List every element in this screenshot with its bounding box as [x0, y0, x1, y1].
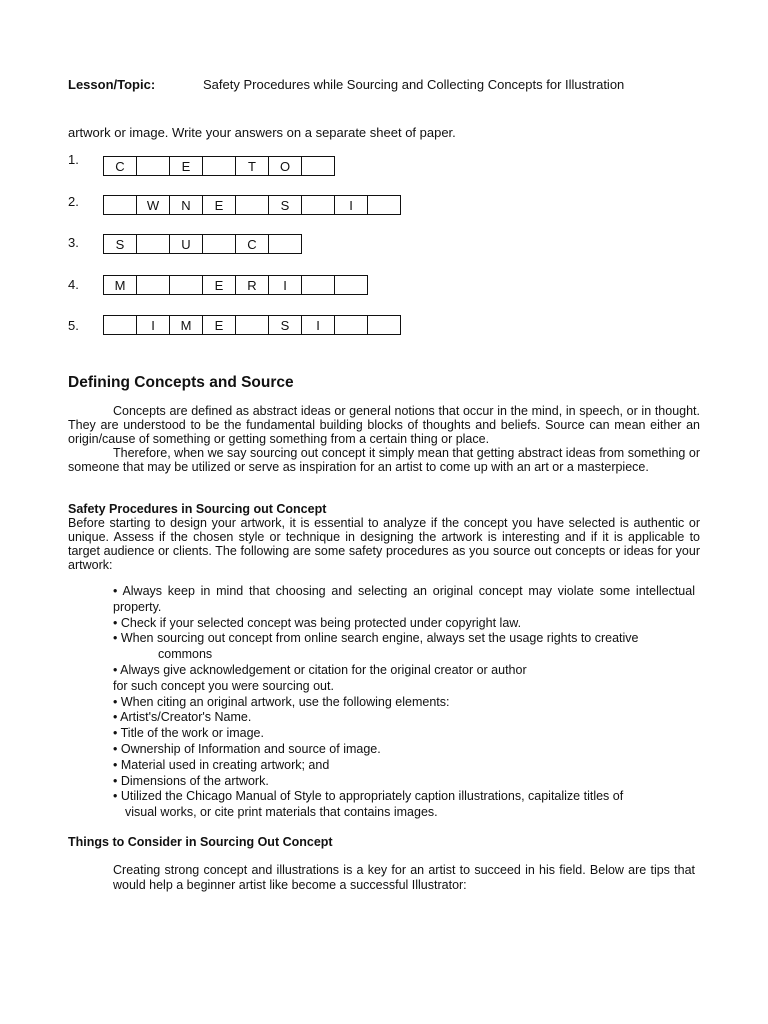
puzzle-cell: [301, 195, 335, 215]
puzzle-cell: [136, 275, 170, 295]
list-item: • Utilized the Chicago Manual of Style to appropriately caption illustrations, capitalize titles of: [113, 789, 624, 804]
list-item: for such concept you were sourcing out.: [113, 678, 334, 693]
puzzle-cell: N: [169, 195, 203, 215]
puzzle-cell: [202, 234, 236, 254]
puzzle-cell: [235, 315, 269, 335]
puzzle-cell: W: [136, 195, 170, 215]
paragraph-tips: Creating strong concept and illustrations is a key for an artist to succeed in his field. Below are tips that would help a beginner artist like become a successful Illustrator:: [113, 863, 695, 892]
paragraph-concepts: [68, 404, 700, 446]
puzzle-cell: [367, 195, 401, 215]
puzzle-cell: [136, 234, 170, 254]
puzzle-cell: S: [268, 315, 302, 335]
section-heading-safety: Safety Procedures in Sourcing out Concept: [68, 502, 327, 516]
puzzle-row-4: [103, 275, 368, 295]
paragraph-text: Concepts are defined as abstract ideas or general notions that occur in the mind, in speech, or in thought. They are understood to be the fundamental building blocks of thoughts and beliefs. Source can mean either an origin/cause of something or getting something from a certain thing or place.: [68, 404, 700, 446]
lesson-topic: Safety Procedures while Sourcing and Collecting Concepts for Illustration: [203, 77, 625, 92]
puzzle-number: 3.: [68, 235, 79, 250]
puzzle-row-1: [103, 156, 335, 176]
list-item: • Title of the work or image.: [113, 726, 264, 741]
list-item: • Ownership of Information and source of image.: [113, 741, 381, 756]
instruction-text: artwork or image. Write your answers on a separate sheet of paper.: [68, 125, 456, 140]
puzzle-cell: I: [136, 315, 170, 335]
list-item: • Always give acknowledgement or citation for the original creator or author: [113, 662, 527, 677]
list-item: • When citing an original artwork, use the following elements:: [113, 694, 450, 709]
puzzle-number: 5.: [68, 318, 79, 333]
puzzle-cell: [202, 156, 236, 176]
puzzle-cell: E: [202, 315, 236, 335]
puzzle-cell: C: [235, 234, 269, 254]
puzzle-cell: I: [334, 195, 368, 215]
puzzle-cell: I: [301, 315, 335, 335]
puzzle-cell: [334, 275, 368, 295]
puzzle-cell: [136, 156, 170, 176]
puzzle-cell: O: [268, 156, 302, 176]
list-item: • Artist's/Creator's Name.: [113, 710, 252, 725]
puzzle-row-2: [103, 195, 401, 215]
puzzle-cell: C: [103, 156, 137, 176]
puzzle-cell: [268, 234, 302, 254]
puzzle-number: 1.: [68, 152, 79, 167]
lesson-label: Lesson/Topic:: [68, 77, 156, 92]
puzzle-cell: E: [169, 156, 203, 176]
puzzle-row-5: [103, 315, 401, 335]
puzzle-number: 2.: [68, 194, 79, 209]
puzzle-cell: M: [169, 315, 203, 335]
puzzle-cell: U: [169, 234, 203, 254]
puzzle-cell: [169, 275, 203, 295]
list-item: commons: [158, 647, 213, 662]
list-item: • Check if your selected concept was being protected under copyright law.: [113, 615, 522, 630]
safety-bullet-list: [113, 584, 695, 821]
puzzle-cell: T: [235, 156, 269, 176]
paragraph-safety-intro: Before starting to design your artwork, it is essential to analyze if the concept you have selected is authentic or unique. Assess if the chosen style or technique in designing the artwork is interesting and if it is applicable to target audience or clients. The following are some safety procedures as you source out concepts or ideas for your artwork:: [68, 516, 700, 572]
puzzle-cell: E: [202, 275, 236, 295]
puzzle-cell: [301, 156, 335, 176]
puzzle-cell: [103, 195, 137, 215]
puzzle-cell: [235, 195, 269, 215]
paragraph-text: Therefore, when we say sourcing out concept it simply mean that getting abstract ideas from something or someone that may be utilized or serve as inspiration for an artist to come up with an art or a masterpiece.: [68, 446, 700, 474]
list-item: • When sourcing out concept from online search engine, always set the usage rights to creative: [113, 631, 639, 646]
puzzle-cell: I: [268, 275, 302, 295]
paragraph-therefore: [68, 446, 700, 474]
puzzle-cell: R: [235, 275, 269, 295]
section-heading-defining: Defining Concepts and Source: [68, 374, 294, 391]
list-item: • Dimensions of the artwork.: [113, 773, 269, 788]
list-item: visual works, or cite print materials that contains images.: [125, 805, 438, 820]
puzzle-row-3: [103, 234, 302, 254]
puzzle-cell: S: [268, 195, 302, 215]
puzzle-cell: [103, 315, 137, 335]
puzzle-number: 4.: [68, 277, 79, 292]
section-heading-things: Things to Consider in Sourcing Out Concept: [68, 835, 333, 849]
puzzle-cell: [334, 315, 368, 335]
puzzle-cell: S: [103, 234, 137, 254]
puzzle-cell: [301, 275, 335, 295]
list-item: • Always keep in mind that choosing and selecting an original concept may violate some intellectual property.: [113, 584, 695, 614]
list-item: • Material used in creating artwork; and: [113, 757, 330, 772]
puzzle-cell: E: [202, 195, 236, 215]
puzzle-cell: M: [103, 275, 137, 295]
puzzle-cell: [367, 315, 401, 335]
